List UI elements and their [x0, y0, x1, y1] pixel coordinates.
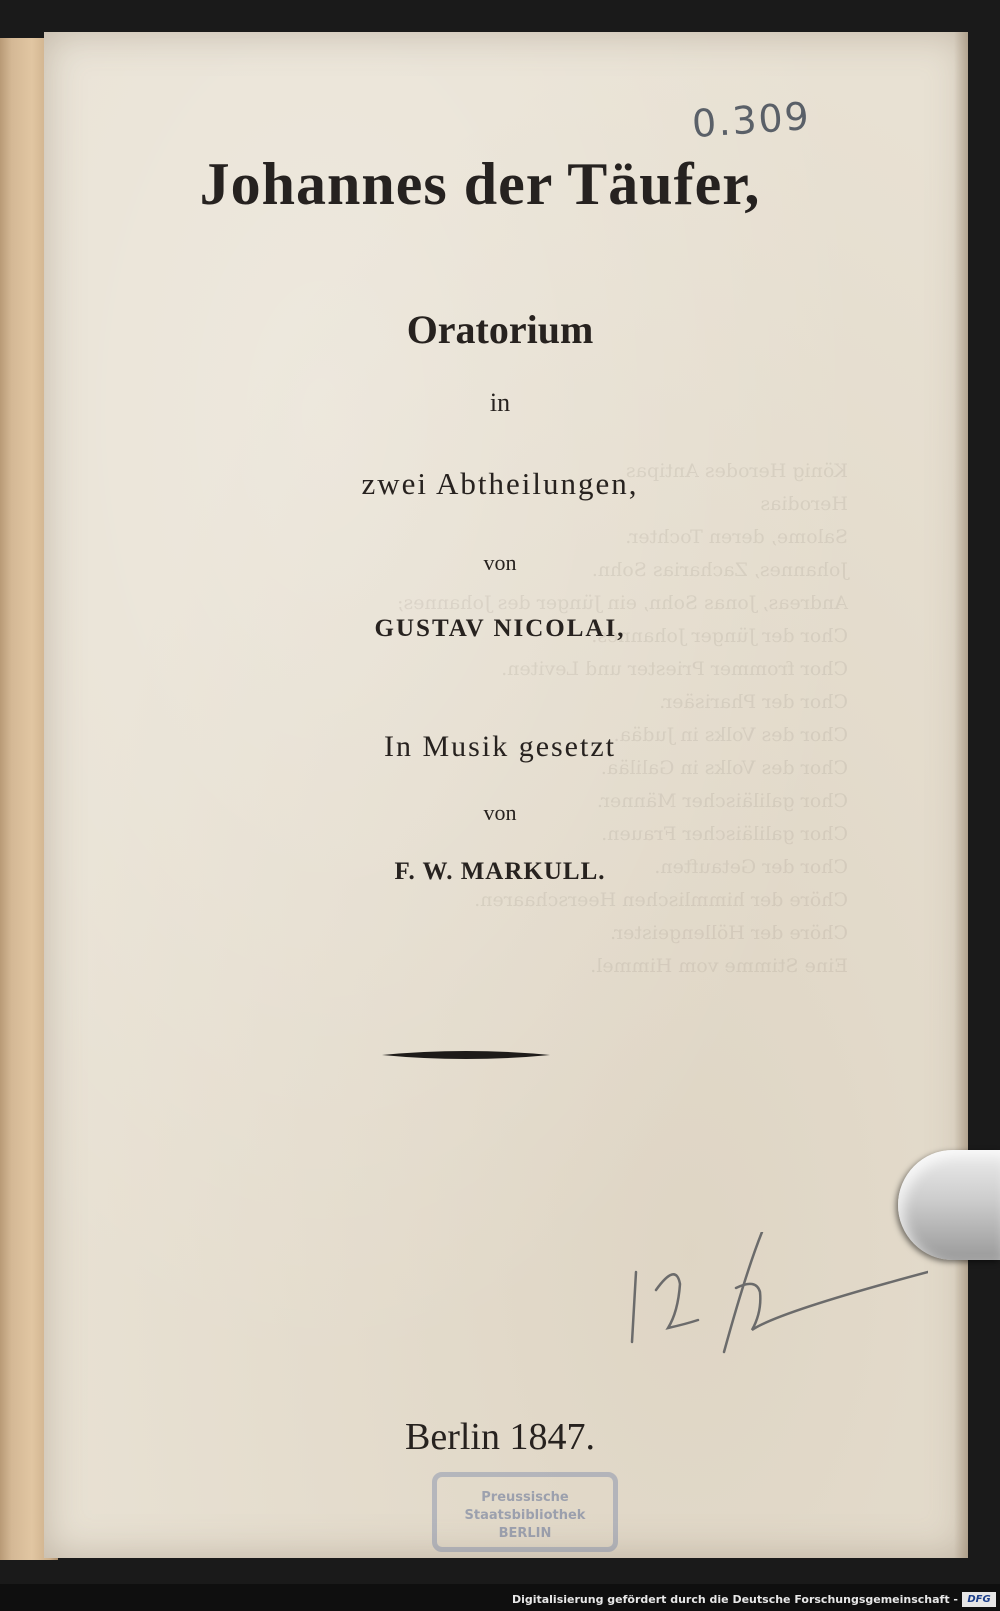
book-subtitle: Oratorium — [406, 307, 594, 352]
ornamental-rule — [382, 1048, 550, 1062]
parts-line: zwei Abtheilungen, — [361, 466, 639, 501]
shelfmark-annotation: 0.309 — [690, 93, 813, 147]
composer-name: F. W. MARKULL. — [394, 858, 606, 885]
dfg-logo-icon: DFG — [962, 1592, 996, 1607]
pencil-annotation — [628, 1232, 928, 1412]
library-stamp — [432, 1472, 618, 1552]
by-line-1: von — [483, 550, 517, 575]
imprint: Berlin 1847. — [405, 1416, 595, 1458]
stamp-line: Staatsbibliothek — [464, 1508, 586, 1523]
footer-credit: Digitalisierung gefördert durch die Deutsche Forschungsgemeinschaft - — [511, 1593, 958, 1606]
page-edge-shadow — [954, 32, 968, 1558]
in-word: in — [489, 388, 511, 417]
stamp-line: Preussische — [481, 1490, 569, 1505]
author-name: GUSTAV NICOLAI, — [374, 615, 626, 642]
page-clip — [898, 1150, 1000, 1260]
music-line: In Musik gesetzt — [384, 730, 616, 763]
footer-bar — [0, 1588, 1000, 1611]
book-title: Johannes der Täufer, — [199, 151, 761, 217]
stamp-line: BERLIN — [498, 1526, 552, 1541]
by-line-2: von — [483, 800, 517, 825]
